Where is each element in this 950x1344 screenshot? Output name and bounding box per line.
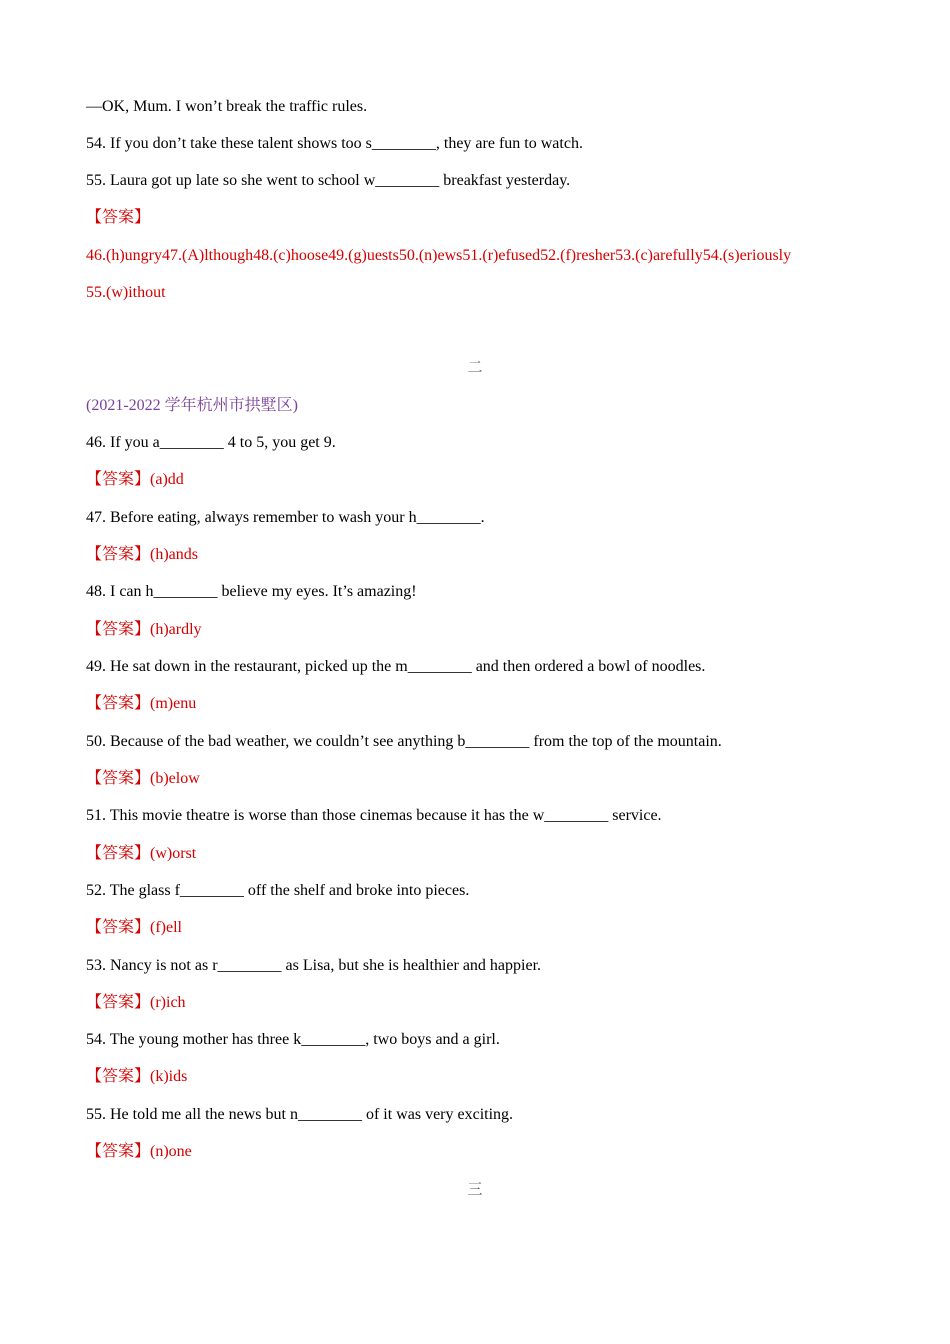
answer-53 xyxy=(86,993,186,1013)
question-49: 49. He sat down in the restaurant, picked up the m________ and then ordered a bowl of noodles. xyxy=(86,658,706,675)
answer-52 xyxy=(86,918,182,938)
question-50: 50. Because of the bad weather, we couldn’t see anything b________ from the top of the mountain. xyxy=(86,733,722,750)
reply-line: —OK, Mum. I won’t break the traffic rules. xyxy=(86,98,368,115)
answer-label: 【答案】 xyxy=(86,621,151,638)
answer-text: (f)ell xyxy=(150,919,182,936)
answer-51 xyxy=(86,844,196,864)
answer-46 xyxy=(86,470,184,490)
question-55: 55. Laura got up late so she went to school w________ breakfast yesterday. xyxy=(86,172,571,189)
answer-text: (a)dd xyxy=(150,471,184,488)
section-divider-2: 二 xyxy=(467,360,483,376)
question-46: 46. If you a________ 4 to 5, you get 9. xyxy=(86,434,336,451)
section-source: (2021-2022 学年杭州市拱墅区) xyxy=(86,397,298,414)
answer-text: (b)elow xyxy=(150,770,200,787)
answer-label: 【答案】 xyxy=(86,845,151,862)
question-55: 55. He told me all the news but n________ of it was very exciting. xyxy=(86,1106,514,1123)
answer-54 xyxy=(86,1067,187,1087)
answer-text: (h)ands xyxy=(150,546,198,563)
question-47: 47. Before eating, always remember to wash your h________. xyxy=(86,509,485,526)
answer-label: 【答案】 xyxy=(86,471,151,488)
answer-50 xyxy=(86,769,200,789)
answer-label: 【答案】 xyxy=(86,770,151,787)
answer-text: (w)orst xyxy=(150,845,197,862)
answer-key-line-2: 55.(w)ithout xyxy=(86,284,166,301)
answer-label: 【答案】 xyxy=(86,546,151,563)
question-54: 54. The young mother has three k________, two boys and a girl. xyxy=(86,1031,500,1048)
answer-label: 【答案】 xyxy=(86,695,151,712)
answer-key-line-1: 46.(h)ungry47.(A)lthough48.(c)hoose49.(g)uests50.(n)ews51.(r)efused52.(f)resher53.(c)arefully54.(s)eriously xyxy=(86,247,792,264)
answer-text: (n)one xyxy=(150,1143,192,1160)
answer-label: 【答案】 xyxy=(86,994,151,1011)
question-52: 52. The glass f________ off the shelf and broke into pieces. xyxy=(86,882,470,899)
answer-label: 【答案】 xyxy=(86,209,151,226)
answer-label: 【答案】 xyxy=(86,1068,151,1085)
answer-49 xyxy=(86,694,196,714)
answer-48 xyxy=(86,620,202,640)
answer-text: (h)ardly xyxy=(150,621,202,638)
answer-55 xyxy=(86,1142,192,1162)
answer-text: (k)ids xyxy=(150,1068,188,1085)
answer-label: 【答案】 xyxy=(86,919,151,936)
question-51: 51. This movie theatre is worse than those cinemas because it has the w________ service. xyxy=(86,807,662,824)
answer-text: (m)enu xyxy=(150,695,197,712)
question-48: 48. I can h________ believe my eyes. It’s amazing! xyxy=(86,583,417,600)
question-54: 54. If you don’t take these talent shows too s________, they are fun to watch. xyxy=(86,135,583,152)
question-53: 53. Nancy is not as r________ as Lisa, but she is healthier and happier. xyxy=(86,957,542,974)
section-divider-3: 三 xyxy=(467,1182,483,1198)
answer-label: 【答案】 xyxy=(86,1143,151,1160)
answer-47 xyxy=(86,545,198,565)
answer-text: (r)ich xyxy=(150,994,186,1011)
